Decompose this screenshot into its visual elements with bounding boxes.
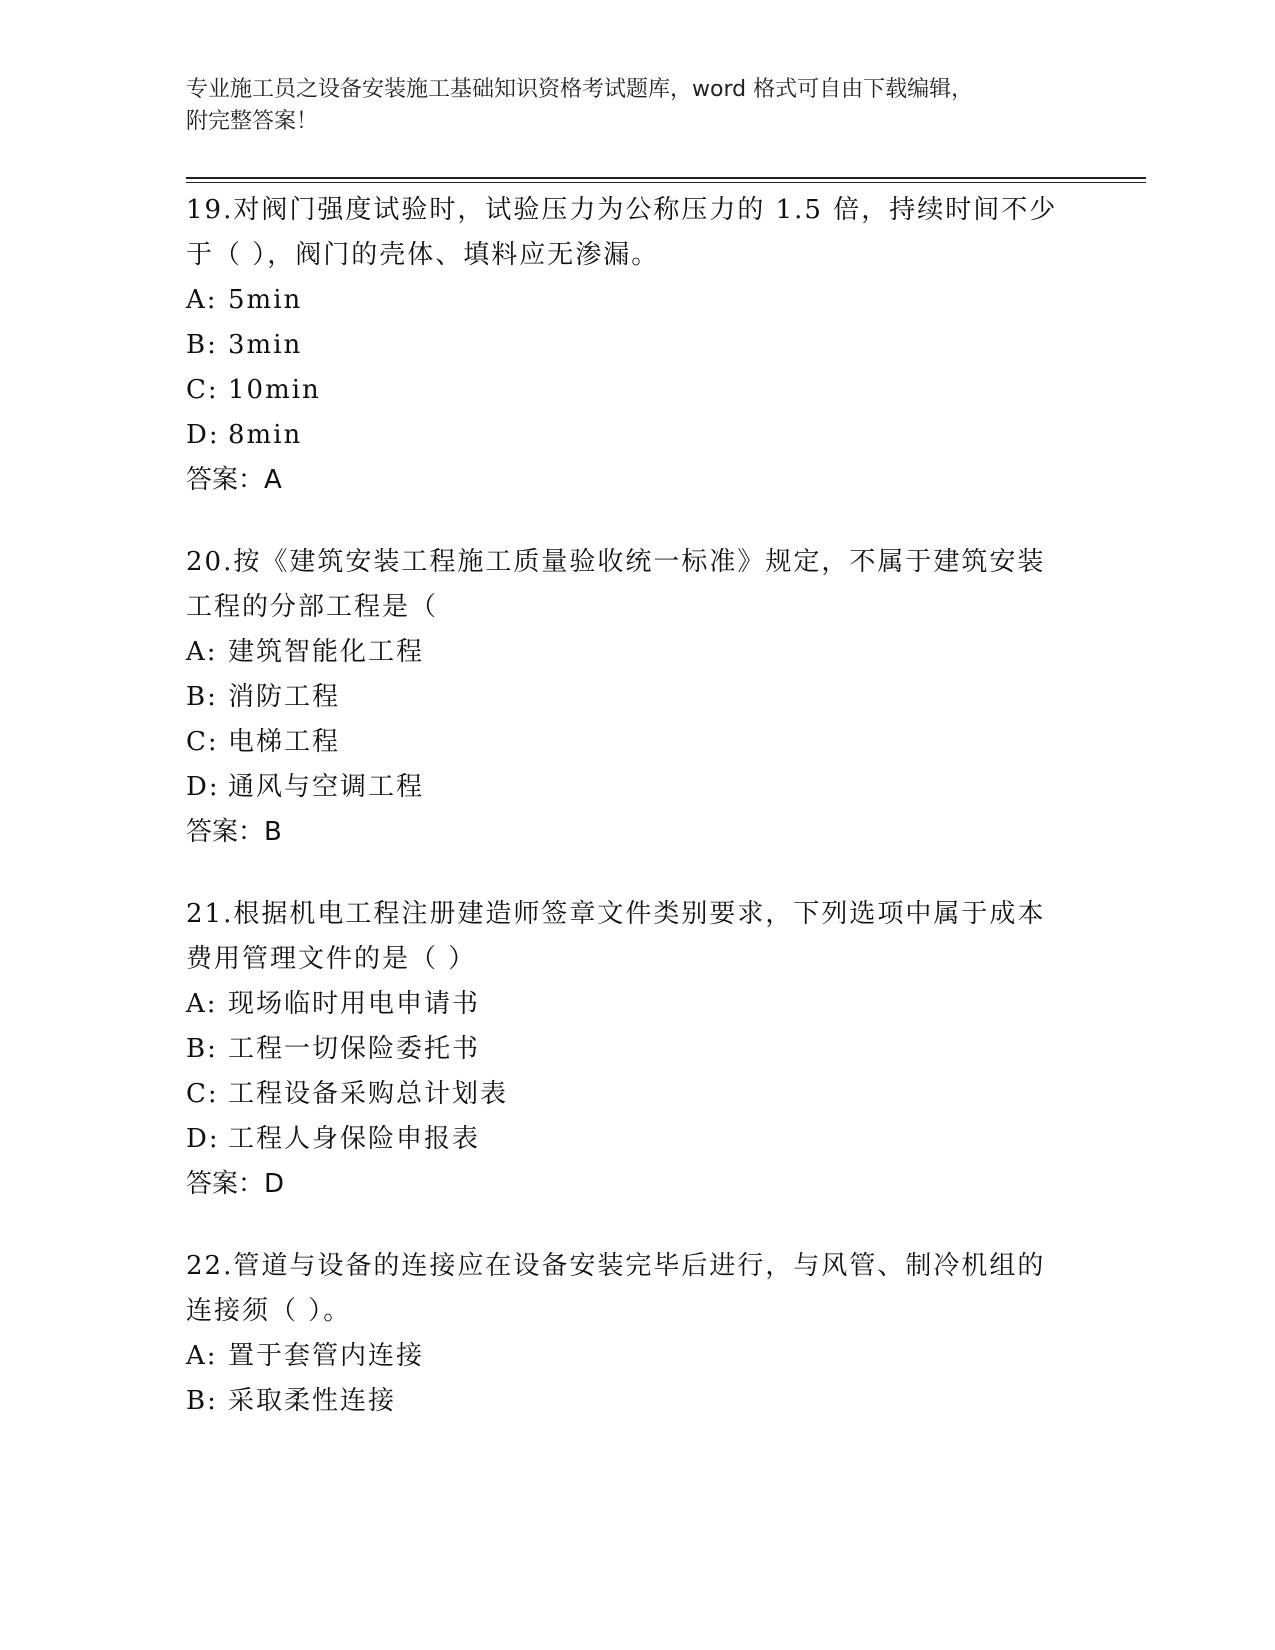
option-a xyxy=(186,982,1086,1027)
option-text: 采取柔性连接 xyxy=(228,1386,397,1416)
question-stem-line: 19.对阀门强度试验时，试验压力为公称压力的 1.5 倍，持续时间不少 xyxy=(186,195,1058,225)
option-text: 消防工程 xyxy=(228,682,341,712)
option-a xyxy=(186,278,1086,323)
option-text: 通风与空调工程 xyxy=(228,772,425,802)
option-text: 工程设备采购总计划表 xyxy=(228,1079,509,1109)
option-d xyxy=(186,1117,1086,1162)
question-stem xyxy=(186,1244,1086,1334)
option-letter: C: xyxy=(186,727,219,757)
question-list xyxy=(186,188,1086,1462)
option-letter: B: xyxy=(186,1386,218,1416)
option-text: 5min xyxy=(228,285,303,315)
header-line-1: 专业施工员之设备安装施工基础知识资格考试题库，word 格式可自由下载编辑， xyxy=(186,77,974,102)
option-text: 建筑智能化工程 xyxy=(228,637,425,667)
answer-label: 答案：B xyxy=(186,817,282,847)
option-text: 3min xyxy=(228,330,303,360)
option-letter: D: xyxy=(186,420,220,450)
question-stem xyxy=(186,188,1086,278)
option-c xyxy=(186,720,1086,765)
option-c xyxy=(186,1072,1086,1117)
option-b xyxy=(186,323,1086,368)
option-letter: C: xyxy=(186,375,219,405)
option-a xyxy=(186,1334,1086,1379)
option-letter: B: xyxy=(186,330,218,360)
option-d xyxy=(186,765,1086,810)
option-letter: C: xyxy=(186,1079,219,1109)
question-stem-line: 21.根据机电工程注册建造师签章文件类别要求，下列选项中属于成本 xyxy=(186,899,1046,929)
option-b xyxy=(186,1027,1086,1072)
question-stem xyxy=(186,892,1086,982)
question-stem xyxy=(186,540,1086,630)
document-header xyxy=(186,74,1066,138)
option-letter: B: xyxy=(186,1034,218,1064)
option-b xyxy=(186,675,1086,720)
option-d xyxy=(186,413,1086,458)
answer-label: 答案：D xyxy=(186,1169,285,1199)
question-21 xyxy=(186,892,1086,1206)
question-stem-line: 连接须（ ）。 xyxy=(186,1296,352,1326)
question-stem-line: 22.管道与设备的连接应在设备安装完毕后进行，与风管、制冷机组的 xyxy=(186,1251,1046,1281)
header-divider-thick xyxy=(186,177,1146,179)
option-letter: A: xyxy=(186,989,218,1019)
header-divider-thin xyxy=(186,182,1146,183)
option-letter: B: xyxy=(186,682,218,712)
option-text: 置于套管内连接 xyxy=(228,1341,425,1371)
question-stem-line: 于（ ），阀门的壳体、填料应无渗漏。 xyxy=(186,240,660,270)
option-text: 8min xyxy=(228,420,303,450)
option-text: 现场临时用电申请书 xyxy=(228,989,481,1019)
question-20 xyxy=(186,540,1086,854)
option-b xyxy=(186,1379,1086,1424)
option-letter: A: xyxy=(186,637,218,667)
option-text: 工程人身保险申报表 xyxy=(228,1124,481,1154)
option-letter: D: xyxy=(186,772,220,802)
option-text: 电梯工程 xyxy=(228,727,341,757)
question-22 xyxy=(186,1244,1086,1424)
option-c xyxy=(186,368,1086,413)
option-letter: A: xyxy=(186,1341,218,1371)
question-stem-line: 20.按《建筑安装工程施工质量验收统一标准》规定，不属于建筑安装 xyxy=(186,547,1046,577)
question-stem-line: 费用管理文件的是（ ） xyxy=(186,944,477,974)
option-text: 10min xyxy=(228,375,321,405)
answer-label: 答案：A xyxy=(186,465,282,495)
question-19 xyxy=(186,188,1086,502)
question-stem-line: 工程的分部工程是（ xyxy=(186,592,439,622)
header-line-2: 附完整答案！ xyxy=(186,109,319,134)
option-letter: A: xyxy=(186,285,218,315)
option-text: 工程一切保险委托书 xyxy=(228,1034,481,1064)
option-letter: D: xyxy=(186,1124,220,1154)
option-a xyxy=(186,630,1086,675)
